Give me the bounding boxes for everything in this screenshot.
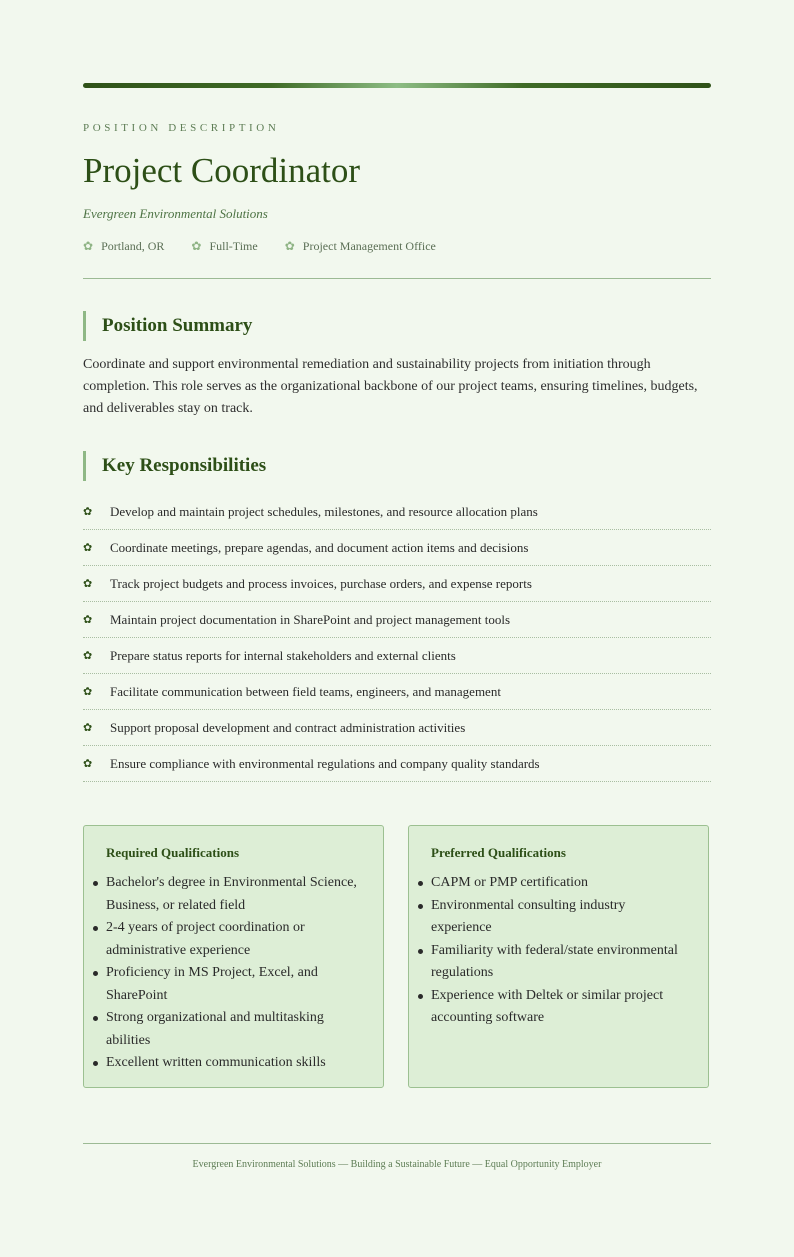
footer-text: Evergreen Environmental Solutions — Building a Sustainable Future — Equal Opportunity Employer (192, 1159, 602, 1170)
list-item (83, 494, 711, 530)
flower-icon: ✿ (191, 239, 202, 253)
list-item (83, 746, 711, 782)
document-type-label: POSITION DESCRIPTION (83, 122, 280, 134)
list-item (83, 566, 711, 602)
list-item (83, 602, 711, 638)
meta-department-text: Project Management Office (302, 239, 436, 253)
header-divider (83, 278, 711, 279)
list-item: CAPM or PMP certification (431, 872, 686, 895)
responsibility-text: Prepare status reports for internal stakeholders and external clients (110, 647, 456, 663)
responsibilities-list (83, 494, 711, 782)
job-meta (83, 239, 463, 254)
flower-bullet-icon: ✿ (83, 614, 93, 626)
list-item: 2-4 years of project coordination or administrative experience (106, 917, 361, 962)
responsibility-text: Track project budgets and process invoices, purchase orders, and expense reports (110, 575, 532, 591)
list-item: Environmental consulting industry experience (431, 895, 686, 940)
responsibility-text: Maintain project documentation in SharePoint and project management tools (110, 611, 511, 627)
list-item: Bachelor's degree in Environmental Science, Business, or related field (106, 872, 361, 917)
list-item: Experience with Deltek or similar project accounting software (431, 985, 686, 1030)
job-title: Project Coordinator (83, 151, 361, 190)
meta-location (83, 239, 164, 254)
meta-department (285, 239, 436, 254)
preferred-qualifications-list (431, 872, 686, 1030)
list-item (83, 638, 711, 674)
preferred-qualifications-box (408, 825, 709, 1088)
preferred-qualifications-title: Preferred Qualifications (431, 845, 566, 860)
responsibility-text: Support proposal development and contract administration activities (110, 719, 466, 735)
required-qualifications-title: Required Qualifications (106, 845, 240, 860)
list-item: Excellent written communication skills (106, 1052, 361, 1075)
footer-divider (83, 1143, 711, 1144)
required-qualifications-list (106, 872, 361, 1075)
flower-icon: ✿ (284, 239, 295, 253)
flower-bullet-icon: ✿ (83, 686, 93, 698)
flower-bullet-icon: ✿ (83, 650, 93, 662)
flower-icon: ✿ (83, 239, 94, 253)
key-responsibilities-heading: Key Responsibilities (83, 451, 266, 481)
flower-bullet-icon: ✿ (83, 506, 93, 518)
flower-bullet-icon: ✿ (83, 758, 93, 770)
responsibility-text: Facilitate communication between field teams, engineers, and management (110, 683, 501, 699)
required-qualifications-box (83, 825, 384, 1088)
responsibility-text: Coordinate meetings, prepare agendas, and document action items and decisions (110, 539, 529, 555)
list-item: Strong organizational and multitasking abilities (106, 1007, 361, 1052)
meta-employment-type (191, 239, 257, 254)
responsibility-text: Ensure compliance with environmental regulations and company quality standards (110, 755, 540, 771)
list-item: Proficiency in MS Project, Excel, and SharePoint (106, 962, 361, 1007)
flower-bullet-icon: ✿ (83, 722, 93, 734)
top-accent-bar (83, 83, 711, 88)
list-item (83, 530, 711, 566)
company-name: Evergreen Environmental Solutions (83, 206, 268, 221)
flower-bullet-icon: ✿ (83, 578, 93, 590)
meta-employment-type-text: Full-Time (209, 239, 258, 253)
meta-location-text: Portland, OR (101, 239, 165, 253)
list-item (83, 674, 711, 710)
position-summary-text: Coordinate and support environmental remediation and sustainability projects from initiation through completion. This role serves as the organizational backbone of our project teams, ensuring timelines, budgets, and deliverables stay on track. (83, 357, 698, 416)
responsibility-text: Develop and maintain project schedules, milestones, and resource allocation plans (110, 503, 538, 519)
list-item (83, 710, 711, 746)
flower-bullet-icon: ✿ (83, 542, 93, 554)
list-item: Familiarity with federal/state environmental regulations (431, 940, 686, 985)
position-summary-heading: Position Summary (83, 311, 252, 341)
